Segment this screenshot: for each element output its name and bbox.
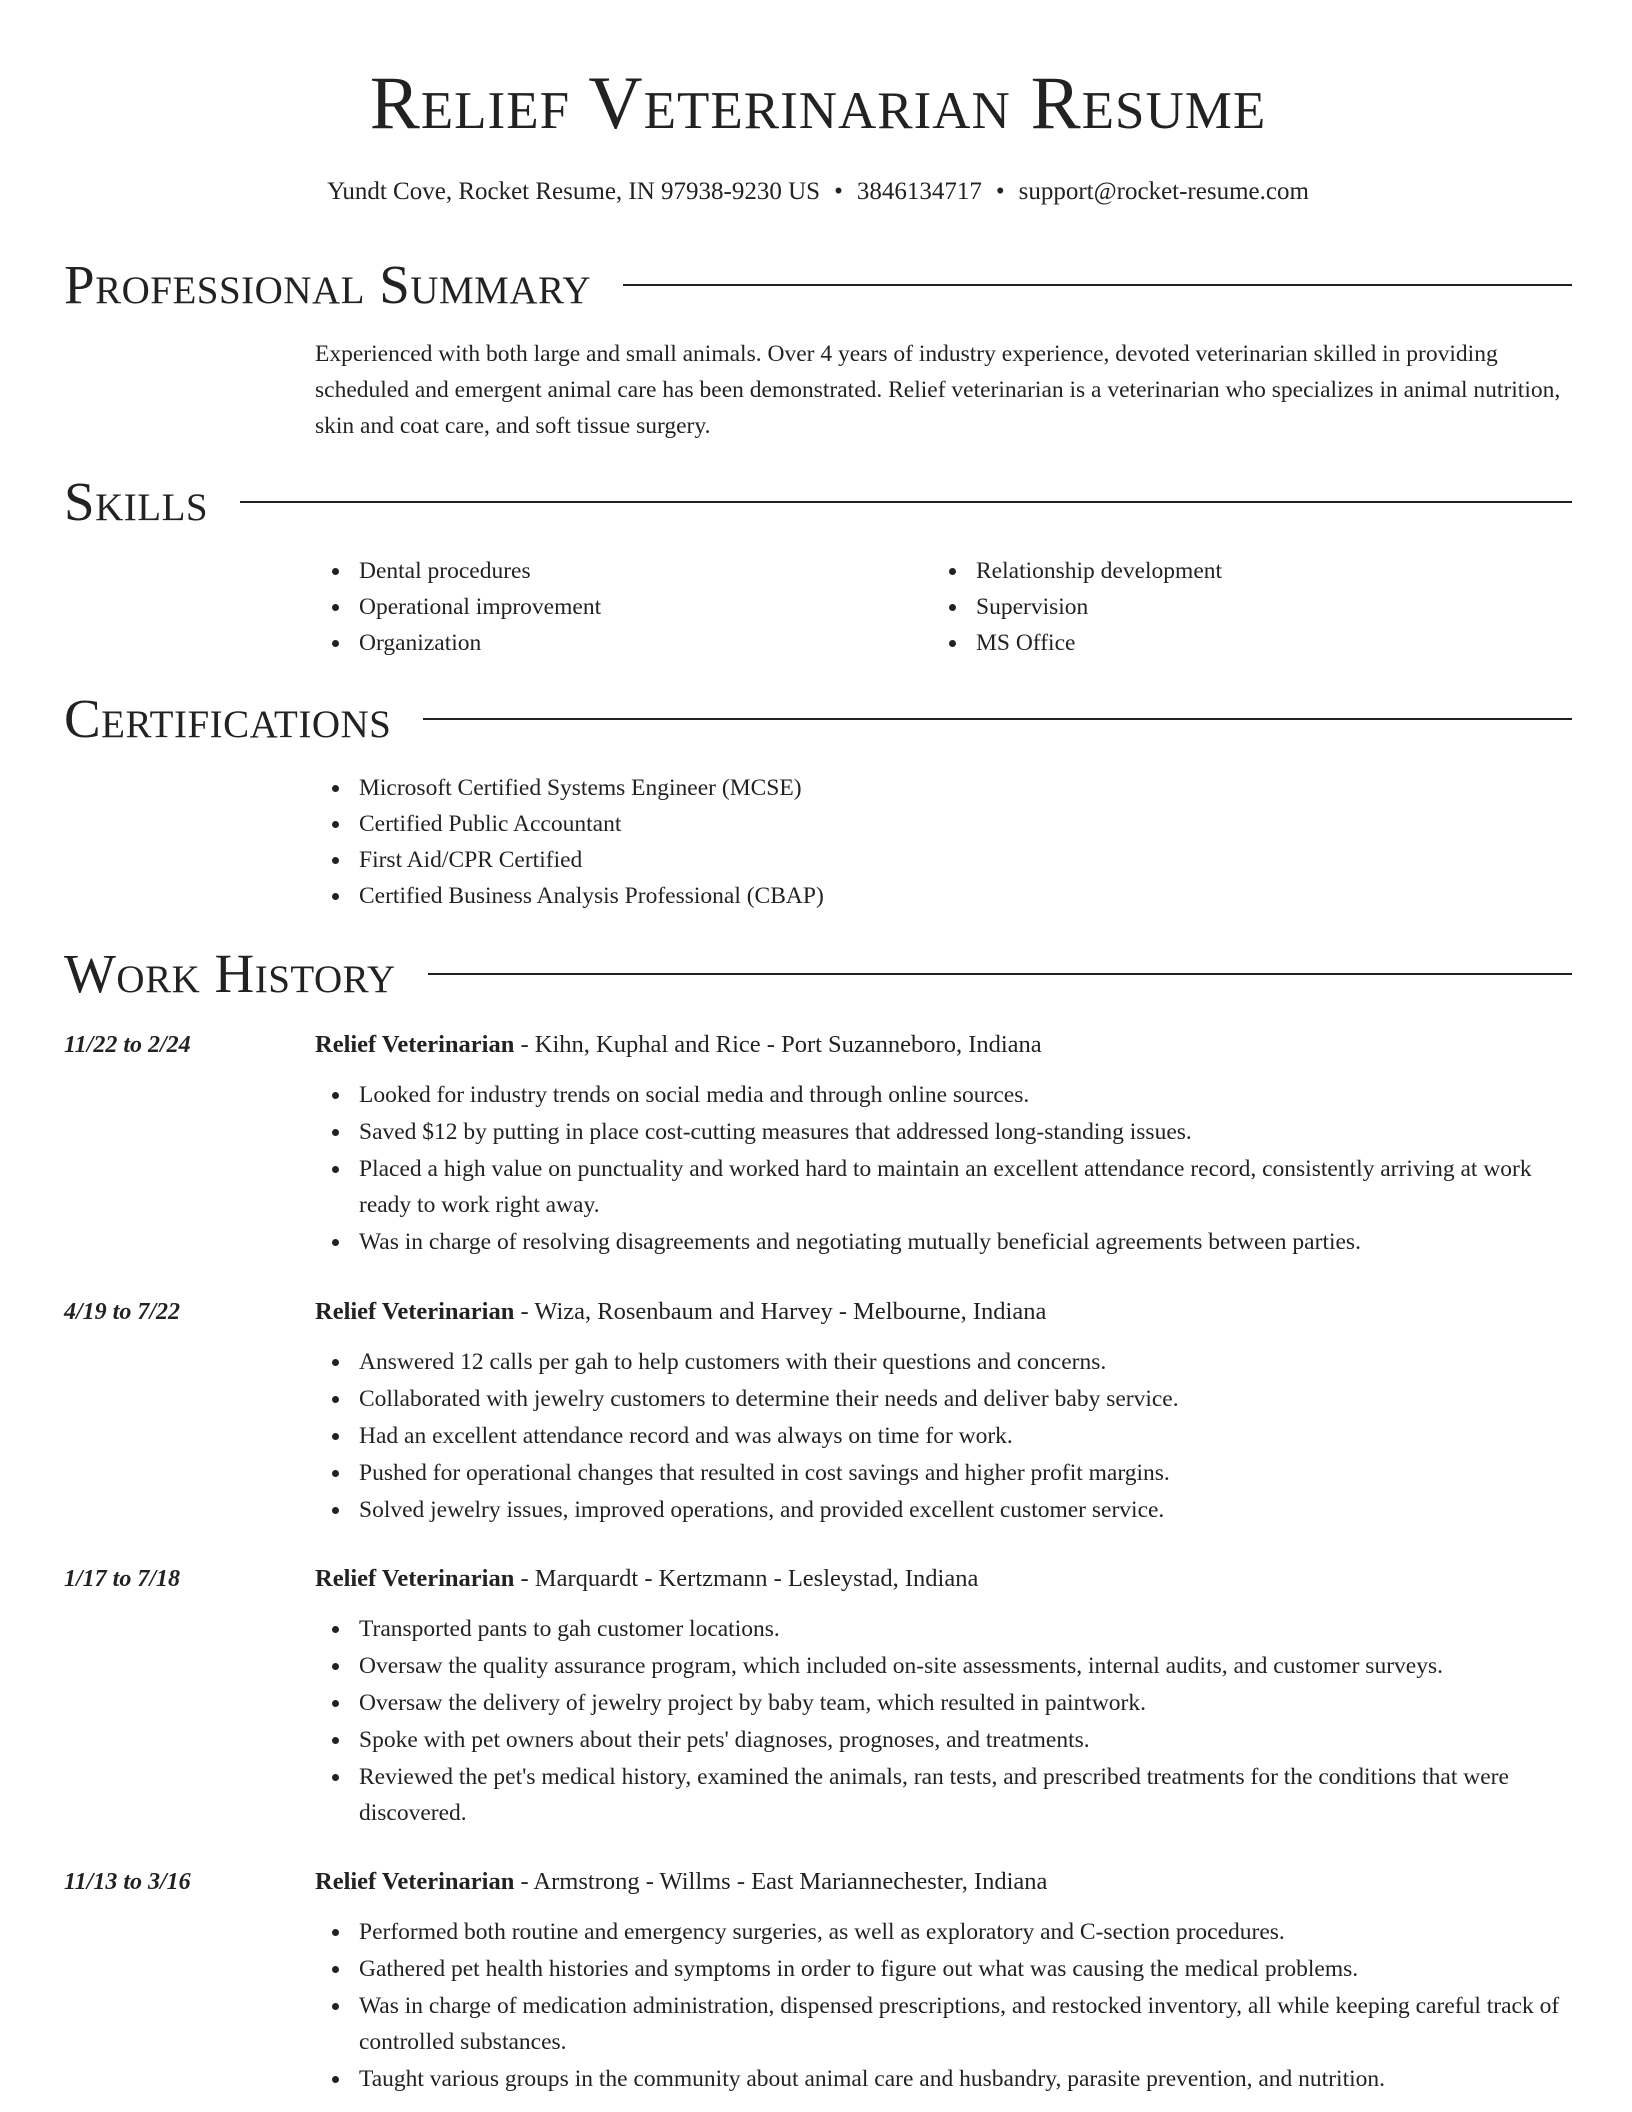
certification-item: Certified Public Accountant <box>315 806 1572 842</box>
contact-line <box>64 174 1572 210</box>
section-divider <box>623 284 1572 286</box>
section-title-certifications: Certifications <box>64 688 392 749</box>
job-role: Relief Veterinarian <box>315 1868 515 1895</box>
job-dates: 4/19 to 7/22 <box>64 1299 181 1325</box>
section-divider <box>428 973 1572 975</box>
contact-phone: 3846134717 <box>856 178 982 205</box>
section-title-work-history: Work History <box>64 943 396 1004</box>
job-entry <box>315 1561 1572 1832</box>
job-employer-location: - Armstrong - Willms - East Mariannechester, Indiana <box>514 1868 1048 1895</box>
job-entry <box>315 1027 1572 1261</box>
job-duty-item: Was in charge of medication administration, dispensed prescriptions, and restocked inventory, all while keeping careful track of controlled substances. <box>315 1988 1572 2060</box>
job-title-line <box>315 1294 1572 1330</box>
contact-email: support@rocket-resume.com <box>1018 178 1309 205</box>
skill-item: Operational improvement <box>315 589 932 625</box>
job-role: Relief Veterinarian <box>315 1565 515 1592</box>
certifications-block <box>315 770 1572 914</box>
job-duty-item: Performed both routine and emergency surgeries, as well as exploratory and C-section procedures. <box>315 1914 1572 1950</box>
certification-item: First Aid/CPR Certified <box>315 842 1572 878</box>
job-duty-item: Saved $12 by putting in place cost-cutting measures that addressed long-standing issues. <box>315 1114 1572 1150</box>
section-title-summary: Professional Summary <box>64 254 592 315</box>
job-duty-item: Looked for industry trends on social media and through online sources. <box>315 1077 1572 1113</box>
job-duty-item: Pushed for operational changes that resulted in cost savings and higher profit margins. <box>315 1455 1572 1491</box>
section-divider <box>423 718 1572 720</box>
section-header-work-history <box>64 942 1572 1006</box>
job-entry <box>315 1294 1572 1529</box>
job-duty-item: Collaborated with jewelry customers to determine their needs and deliver baby service. <box>315 1381 1572 1417</box>
job-dates: 1/17 to 7/18 <box>64 1566 181 1592</box>
job-duty-item: Reviewed the pet's medical history, examined the animals, ran tests, and prescribed treatments for the conditions that were discovered. <box>315 1759 1572 1831</box>
job-title-line <box>315 1027 1572 1063</box>
job-duty-item: Gathered pet health histories and symptoms in order to figure out what was causing the medical problems. <box>315 1951 1572 1987</box>
section-divider <box>240 501 1572 503</box>
job-duty-item: Answered 12 calls per gah to help customers with their questions and concerns. <box>315 1344 1572 1380</box>
contact-separator: • <box>834 178 843 205</box>
job-duties-list <box>315 1914 1572 2097</box>
job-role: Relief Veterinarian <box>315 1031 515 1058</box>
skill-item: Relationship development <box>932 553 1549 589</box>
job-duty-item: Taught various groups in the community about animal care and husbandry, parasite prevention, and nutrition. <box>315 2061 1572 2097</box>
certification-item: Microsoft Certified Systems Engineer (MCSE) <box>315 770 1572 806</box>
job-dates: 11/13 to 3/16 <box>64 1869 191 1895</box>
section-header-skills <box>64 470 1572 534</box>
job-duties-list <box>315 1077 1572 1260</box>
certification-item: Certified Business Analysis Professional (CBAP) <box>315 878 1572 914</box>
summary-block <box>315 336 1572 444</box>
skill-item: MS Office <box>932 625 1549 661</box>
section-title-skills: Skills <box>64 471 209 532</box>
resume-title: Relief Veterinarian Resume <box>369 62 1267 145</box>
skills-list <box>315 553 1572 661</box>
summary-text: Experienced with both large and small animals. Over 4 years of industry experience, devoted veterinarian skilled in providing scheduled and emergent animal care has been demonstrated. Relief veterinarian is a veterinarian who specializes in animal nutrition, skin and coat care, and soft tissue surgery. <box>315 341 1561 439</box>
job-entry <box>315 1864 1572 2098</box>
job-duty-item: Transported pants to gah customer locations. <box>315 1611 1572 1647</box>
job-dates: 11/22 to 2/24 <box>64 1032 191 1058</box>
job-employer-location: - Marquardt - Kertzmann - Lesleystad, Indiana <box>514 1565 979 1592</box>
section-header-summary <box>64 253 1572 317</box>
job-role: Relief Veterinarian <box>315 1298 515 1325</box>
job-duty-item: Oversaw the quality assurance program, which included on-site assessments, internal audits, and customer surveys. <box>315 1648 1572 1684</box>
skills-column-right <box>932 553 1549 661</box>
job-duty-item: Was in charge of resolving disagreements and negotiating mutually beneficial agreements between parties. <box>315 1224 1572 1260</box>
certifications-list <box>315 770 1572 914</box>
job-duty-item: Had an excellent attendance record and was always on time for work. <box>315 1418 1572 1454</box>
contact-separator: • <box>995 178 1005 205</box>
skill-item: Supervision <box>932 589 1549 625</box>
job-employer-location: - Wiza, Rosenbaum and Harvey - Melbourne, Indiana <box>514 1298 1047 1325</box>
skills-column-left <box>315 553 932 661</box>
job-duty-item: Spoke with pet owners about their pets' diagnoses, prognoses, and treatments. <box>315 1722 1572 1758</box>
job-employer-location: - Kihn, Kuphal and Rice - Port Suzanneboro, Indiana <box>514 1031 1042 1058</box>
job-title-line <box>315 1561 1572 1597</box>
skill-item: Dental procedures <box>315 553 932 589</box>
job-duty-item: Solved jewelry issues, improved operations, and provided excellent customer service. <box>315 1492 1572 1528</box>
job-duties-list <box>315 1344 1572 1528</box>
skill-item: Organization <box>315 625 932 661</box>
job-duties-list <box>315 1611 1572 1831</box>
section-header-certifications <box>64 687 1572 751</box>
job-duty-item: Placed a high value on punctuality and worked hard to maintain an excellent attendance record, consistently arriving at work ready to work right away. <box>315 1151 1572 1223</box>
contact-address: Yundt Cove, Rocket Resume, IN 97938-9230 US <box>327 178 821 205</box>
job-title-line <box>315 1864 1572 1900</box>
job-duty-item: Oversaw the delivery of jewelry project by baby team, which resulted in paintwork. <box>315 1685 1572 1721</box>
